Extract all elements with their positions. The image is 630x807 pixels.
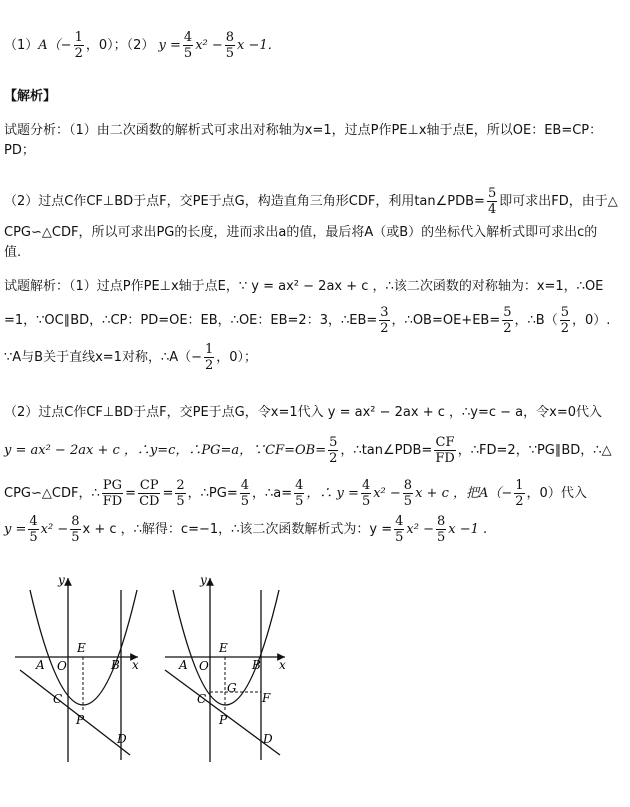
solution-line-6: CPG∽△CDF，∴ $\frac{PG}{FD}$ = $\frac{CP}{CD}$ = $\frac{2}{5}$ ，∴PG= $\frac{4}{5}$ ，∴a= $\frac{4}{5}$ ，∴ y = $\frac{4}{5}$ x² − $\frac{8}{5}$ x + c ，把A（− $\frac{1}{2}$ ，0）代入 [4,478,587,509]
fraction: $\frac{8}{5}$ [436,514,446,545]
label-o: O [199,659,209,673]
label-g: G [227,681,237,695]
fraction: $\frac{8}{5}$ [71,514,80,545]
fraction: $\frac{5}{2}$ [560,305,569,336]
fraction: $\frac{5}{4}$ [487,186,497,217]
label-d: D [263,732,273,746]
fraction: $\frac{5}{2}$ [329,435,338,466]
solution-line-3: ∵A与B关于直线x=1对称，∴A（− $\frac{1}{2}$ ，0）； [4,342,258,373]
fraction: $\frac{2}{5}$ [176,478,185,509]
label-p: P [219,713,228,727]
fraction: $\frac{4}{5}$ [295,478,304,509]
figure-left [10,570,160,765]
fraction: $\frac{CP}{CD}$ [139,478,160,509]
analysis-line-2: PD； [4,143,35,158]
fraction: $\frac{4}{5}$ [29,514,38,545]
solution-line-5: y = ax² − 2ax + c ，∴y=c，∴PG=a，∵CF=OB= $\frac{5}{2}$ ，∴tan∠PDB= $\frac{CF}{FD}$ ，∴FD=2，∵PG∥BD，∴△ [4,435,612,466]
solution-line-1: 试题解析：（1）过点P作PE⊥x轴于点E，∵ y = ax² − 2ax + c ，∴该二次函数的对称轴为：x=1，∴OE [4,279,604,294]
label-o: O [57,659,67,673]
answer-eq-y: y = [158,38,181,53]
label-c: C [53,692,63,706]
answer-term1: x² − [195,38,223,53]
fraction: $\frac{CF}{FD}$ [435,435,455,466]
fraction: $\frac{1}{2}$ [515,478,524,509]
fraction: $\frac{8}{5}$ [225,30,235,61]
label-b: B [252,658,261,672]
answer-point-a-suffix: ，0）；（2） [85,38,155,53]
analysis-line-4: CPG∽△CDF，所以可求出PG的长度，进而求出a的值，最后将A（或B）的坐标代入解析式即可求出c的 [4,225,598,240]
label-e: E [77,641,86,655]
label-a: A [36,658,45,672]
figure-right [155,570,305,765]
answer-term2: x −1． [237,38,281,53]
label-b: B [111,658,120,672]
answer-part1-label: （1） [4,38,39,53]
answer-line [4,30,626,61]
fraction: $\frac{1}{2}$ [74,30,83,61]
fraction: $\frac{8}{5}$ [403,478,413,509]
label-p: P [76,713,85,727]
answer-point-a-prefix: A（− [38,38,72,53]
analysis-heading: 【解析】 [4,89,57,104]
label-y: y [200,573,207,587]
fraction: $\frac{4}{5}$ [183,30,193,61]
analysis-line-5: 值. [4,245,22,260]
analysis-line-3: （2）过点C作CF⊥BD于点F，交PE于点G，构造直角三角形CDF，利用tan∠PDB= $\frac{5}{4}$ 即可求出FD，由于△ [4,186,618,217]
label-c: C [197,692,207,706]
label-f: F [262,691,271,705]
fraction: $\frac{4}{5}$ [395,514,404,545]
label-a: A [179,658,188,672]
label-x: x [279,658,286,672]
solution-line-7: y = $\frac{4}{5}$ x² − $\frac{8}{5}$ x + c ，∴解得：c=−1，∴该二次函数解析式为：y = $\frac{4}{5}$ x² − $\frac{8}{5}$ x −1 . [4,514,488,545]
fraction: $\frac{3}{2}$ [380,305,389,336]
fraction: $\frac{5}{2}$ [503,305,512,336]
label-d: D [117,732,127,746]
label-y: y [58,573,65,587]
label-x: x [132,658,139,672]
fraction: $\frac{4}{5}$ [240,478,249,509]
analysis-line-1: 试题分析：（1）由二次函数的解析式可求出对称轴为x=1，过点P作PE⊥x轴于点E，所以OE：EB=CP： [4,123,603,138]
line-cd [20,670,130,755]
fraction: $\frac{4}{5}$ [361,478,371,509]
label-e: E [219,641,228,655]
fraction: $\frac{PG}{FD}$ [102,478,123,509]
solution-line-2: =1，∵OC∥BD，∴CP：PD=OE：EB，∴OE：EB=2：3，∴EB= $\frac{3}{2}$ ，∴OB=OE+EB= $\frac{5}{2}$ ，∴B（ $\frac{5}{2}$ ，0）. [4,305,611,336]
solution-line-4: （2）过点C作CF⊥BD于点F，交PE于点G，令x=1代入 y = ax² − 2ax + c ，∴y=c − a，令x=0代入 [4,405,602,420]
fraction: $\frac{1}{2}$ [205,342,214,373]
